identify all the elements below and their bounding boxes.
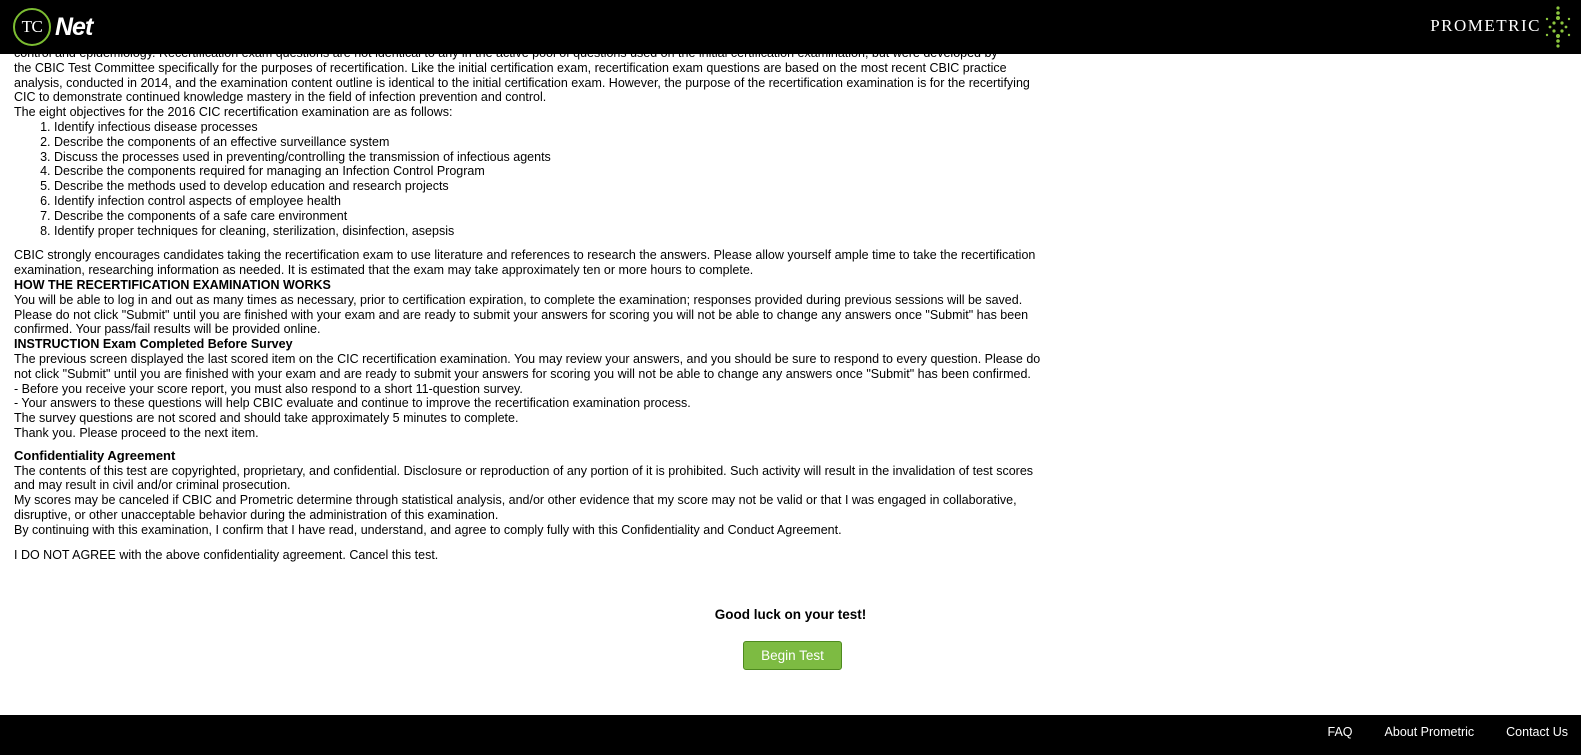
encourage-paragraph: CBIC strongly encourages candidates taking the recertification exam to use literature and references to research the answers. Please allow yourself ample time to take the recertification examination, researching information as needed. It is estimated that the exam may take approximately ten or more hours to complete. xyxy=(14,248,1036,278)
how-it-works-heading: HOW THE RECERTIFICATION EXAMINATION WORKS xyxy=(14,277,331,292)
begin-test-button[interactable]: Begin Test xyxy=(743,641,842,670)
list-item: 2. Describe the components of an effective surveillance system xyxy=(54,135,1044,150)
confidentiality-title: Confidentiality Agreement xyxy=(14,447,176,463)
net-logo-text: Net xyxy=(55,12,93,41)
tc-logo-circle: TC xyxy=(13,8,51,46)
prometric-brand: PROMETRIC xyxy=(1430,16,1541,35)
objectives-lead: The eight objectives for the 2016 CIC recertification examination are as follows: xyxy=(14,105,453,120)
instruction-bullet-1: - Before you receive your score report, you must also respond to a short 11-question survey. xyxy=(14,381,523,396)
prometric-star-icon xyxy=(1545,4,1571,50)
footer-bar xyxy=(0,715,1581,755)
instruction-bullet-2: - Your answers to these questions will help CBIC evaluate and continue to improve the recertification examination process. xyxy=(14,396,691,411)
list-item: 3. Discuss the processes used in preventing/controlling the transmission of infectious agents xyxy=(54,150,1044,165)
footer-links xyxy=(1296,725,1568,739)
list-item: 6. Identify infection control aspects of employee health xyxy=(54,194,1044,209)
confidentiality-p1: The contents of this test are copyrighted, proprietary, and confidential. Disclosure or reproduction of any portion of it is prohibited. Such activity will result in the invalidation of test scores and may result in civil and/or criminal prosecution. xyxy=(14,463,1034,493)
list-item: 8. Identify proper techniques for cleaning, sterilization, disinfection, asepsis xyxy=(54,224,1044,239)
exam-introduction-content xyxy=(14,46,1044,562)
thanks-text: Thank you. Please proceed to the next item. xyxy=(14,425,259,440)
disagree-cancel-text[interactable]: I DO NOT AGREE with the above confidentiality agreement. Cancel this test. xyxy=(14,547,439,562)
header-bar xyxy=(0,0,1581,54)
list-item: 1. Identify infectious disease processes xyxy=(54,120,1044,135)
confidentiality-p2: My scores may be canceled if CBIC and Prometric determine through statistical analysis, and/or other evidence that my score may not be valid or that I was engaged in collaborative, disruptive, or other unacceptable behavior during the administration of this examination. xyxy=(14,493,1017,522)
instruction-body: The previous screen displayed the last scored item on the CIC recertification examination. You may review your answers, and you should be sure to respond to every question. Please do not click "Submit" until you are finished with your exam and are ready to submit your answers for scoring you will not be able to change any answers once "Submit" has been confirmed. xyxy=(14,351,1041,381)
survey-note: The survey questions are not scored and should take approximately 5 minutes to complete. xyxy=(14,411,519,426)
list-item: 7. Describe the components of a safe care environment xyxy=(54,209,1044,224)
objectives-list xyxy=(14,120,1044,238)
good-luck-message: Good luck on your test! xyxy=(714,607,867,622)
intro-paragraph: the CBIC Test Committee specifically for the purposes of recertification. Like the initial certification exam, recertification exam questions are based on the most recent CBIC practice analysis, conducted in 2014, and the examination content outline is identical to the initial certification exam. However, the purpose of the recertification examination is for the recertifying CIC to demonstrate continued knowledge mastery in the field of infection prevention and control. xyxy=(14,60,1030,105)
begin-button-wrapper xyxy=(0,641,1581,670)
footer-link-contact-us[interactable]: Contact Us xyxy=(1506,725,1568,739)
footer-link-about-prometric[interactable]: About Prometric xyxy=(1384,725,1475,739)
list-item: 5. Describe the methods used to develop education and research projects xyxy=(54,179,1044,194)
footer-link-faq[interactable]: FAQ xyxy=(1327,725,1353,739)
instruction-heading: INSTRUCTION Exam Completed Before Survey xyxy=(14,337,293,352)
confidentiality-p3: By continuing with this examination, I confirm that I have read, understand, and agree to comply fully with this Confidentiality and Conduct Agreement. xyxy=(14,522,842,537)
tcnet-logo xyxy=(13,7,92,47)
list-item: 4. Describe the components required for managing an Infection Control Program xyxy=(54,164,1044,179)
how-it-works-body: You will be able to log in and out as many times as necessary, prior to certification expiration, to complete the examination; responses provided during previous sessions will be saved. Please do not click "Submit" until you are finished with your exam and are ready to submit your answers for scoring you will not be able to change any answers once "Submit" has been confirmed. Your pass/fail results will be provided online. xyxy=(14,292,1029,337)
